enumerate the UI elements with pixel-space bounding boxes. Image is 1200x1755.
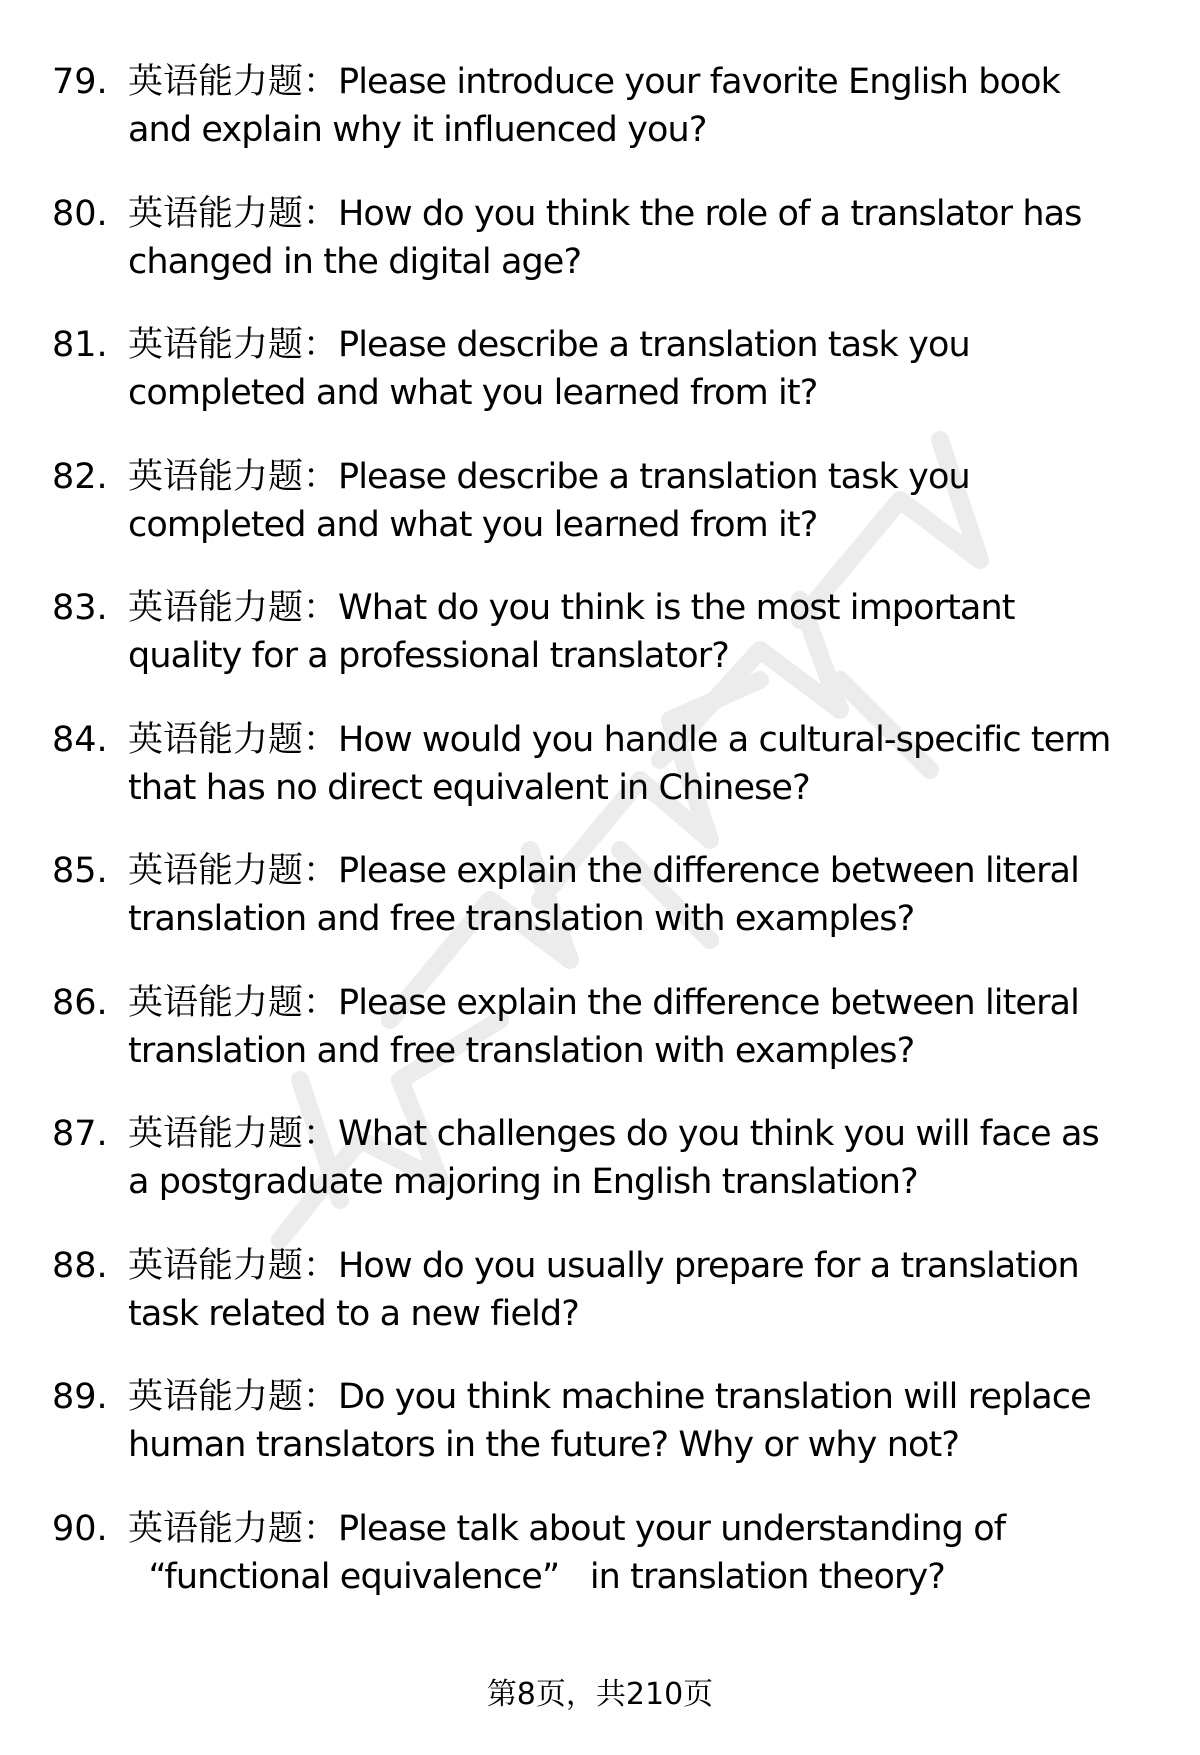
question-item [0, 1110, 1200, 1242]
question-text [128, 847, 1168, 943]
question-line-1: Please describe a translation task you [338, 456, 970, 497]
question-text [128, 321, 1168, 417]
question-number: 85. [52, 851, 108, 891]
question-line-2: completed and what you learned from it? [128, 504, 818, 545]
question-line-2: a postgraduate majoring in English translation? [128, 1162, 918, 1202]
question-item [0, 58, 1200, 190]
question-category: 英语能力题： [128, 719, 339, 760]
question-text [128, 979, 1168, 1075]
question-text [128, 453, 1168, 549]
question-number: 88. [52, 1245, 108, 1286]
question-line-1: How do you usually prepare for a translation [338, 1245, 1079, 1286]
question-line-1: Please talk about your understanding of [338, 1508, 1006, 1549]
question-list [0, 58, 1200, 1636]
question-line-2: “functional equivalence” in translation theory? [128, 1556, 945, 1597]
question-item [0, 453, 1200, 585]
question-line-2: completed and what you learned from it? [128, 373, 818, 413]
question-item [0, 716, 1200, 848]
question-category: 英语能力题： [128, 62, 339, 102]
question-item [0, 1505, 1200, 1637]
question-number: 84. [52, 719, 108, 760]
question-line-2: task related to a new field? [128, 1293, 579, 1334]
question-line-1: How do you think the role of a translator has [338, 193, 1082, 234]
question-category: 英语能力题： [128, 325, 339, 365]
question-item [0, 979, 1200, 1111]
question-number: 82. [52, 456, 108, 497]
question-text [128, 584, 1168, 680]
question-line-2: and explain why it influenced you? [128, 110, 707, 150]
question-number: 86. [52, 982, 108, 1023]
question-text [128, 716, 1168, 812]
question-category: 英语能力题： [128, 982, 339, 1023]
question-line-1: What challenges do you think you will face as [338, 1114, 1099, 1154]
question-number: 79. [52, 62, 108, 102]
question-category: 英语能力题： [128, 1508, 339, 1549]
question-category: 英语能力题： [128, 193, 339, 234]
question-line-1: Please explain the difference between literal [338, 851, 1079, 891]
question-line-2: translation and free translation with examples? [128, 1030, 915, 1071]
question-line-1: Please describe a translation task you [338, 325, 970, 365]
question-line-2: changed in the digital age? [128, 241, 582, 282]
question-item [0, 1373, 1200, 1505]
question-category: 英语能力题： [128, 1245, 339, 1286]
question-line-2: that has no direct equivalent in Chinese? [128, 767, 810, 808]
question-text [128, 58, 1168, 154]
question-line-2: quality for a professional translator? [128, 636, 729, 676]
question-line-1: Do you think machine translation will replace [338, 1377, 1091, 1417]
question-text [128, 1373, 1168, 1469]
question-line-1: How would you handle a cultural-specific term [338, 719, 1111, 760]
question-item [0, 847, 1200, 979]
question-line-1: What do you think is the most important [338, 588, 1015, 628]
question-item [0, 1242, 1200, 1374]
question-line-2: translation and free translation with examples? [128, 899, 915, 939]
question-category: 英语能力题： [128, 1114, 339, 1154]
question-item [0, 190, 1200, 322]
question-category: 英语能力题： [128, 851, 339, 891]
question-number: 83. [52, 588, 108, 628]
question-number: 80. [52, 193, 108, 234]
question-category: 英语能力题： [128, 456, 339, 497]
question-line-1: Please introduce your favorite English book [338, 62, 1061, 102]
question-number: 81. [52, 325, 108, 365]
question-item [0, 584, 1200, 716]
question-text [128, 1242, 1168, 1338]
question-number: 90. [52, 1508, 108, 1549]
question-line-1: Please explain the difference between literal [338, 982, 1079, 1023]
question-category: 英语能力题： [128, 1377, 339, 1417]
question-text [128, 1110, 1168, 1206]
question-item [0, 321, 1200, 453]
question-number: 89. [52, 1377, 108, 1417]
question-text [128, 190, 1168, 286]
question-line-2: human translators in the future? Why or why not? [128, 1425, 960, 1465]
question-text [128, 1505, 1168, 1601]
question-number: 87. [52, 1114, 108, 1154]
question-category: 英语能力题： [128, 588, 339, 628]
page-number-footer: 第8页，共210页 [486, 1677, 714, 1712]
